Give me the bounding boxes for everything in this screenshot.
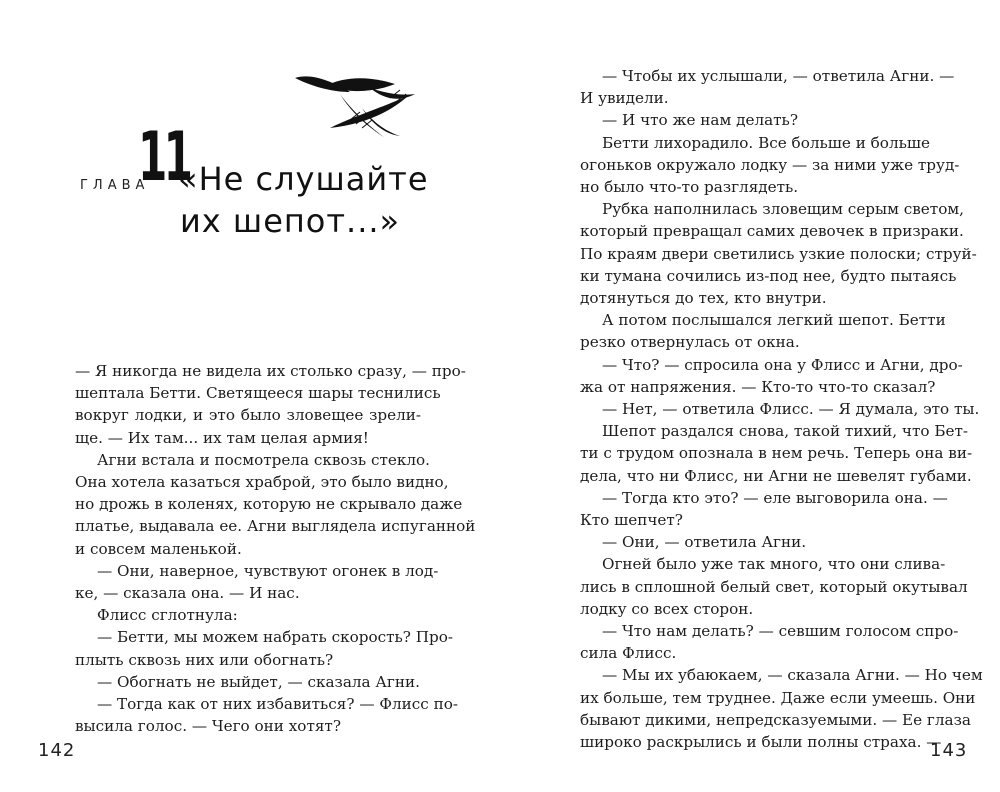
- text-line: Кто шепчет?: [580, 511, 683, 530]
- text-line: Агни встала и посмотрела сквозь стекло.: [97, 450, 430, 469]
- text-line: — Что? — спросила она у Флисс и Агни, дро-: [602, 355, 963, 374]
- text-line: Огней было уже так много, что они слива-: [602, 555, 946, 574]
- text-line: но дрожь в коленях, которую не скрывало даже: [75, 495, 463, 514]
- text-line: дотянуться до тех, кто внутри.: [580, 289, 827, 308]
- text-line: их больше, тем труднее. Даже если умеешь. Они: [580, 688, 976, 707]
- text-line: А потом послышался легкий шепот. Бетти: [602, 311, 946, 330]
- text-line: ке, — сказала она. — И нас.: [75, 584, 300, 603]
- text-line: жа от напряжения. — Кто-то что-то сказал?: [580, 377, 936, 396]
- text-line: Она хотела казаться храброй, это было видно,: [75, 473, 449, 492]
- text-line: ки тумана сочились из-под нее, будто пытаясь: [580, 266, 957, 285]
- text-line: резко отвернулась от окна.: [580, 333, 800, 352]
- text-line: — Они, — ответила Агни.: [602, 533, 807, 552]
- text-line: — Мы их убаюкаем, — сказала Агни. — Но чем: [602, 666, 983, 685]
- text-line: платье, выдавала ее. Агни выглядела испуганной: [75, 517, 476, 536]
- text-line: Бетти лихорадило. Все больше и больше: [602, 133, 930, 152]
- text-line: бывают дикими, непредсказуемыми. — Ее глаза: [580, 710, 971, 729]
- text-line: огоньков окружало лодку — за ними уже труд-: [580, 155, 960, 174]
- text-line: И увидели.: [580, 89, 669, 108]
- chapter-title-line-1: «Не слушайте: [178, 160, 429, 198]
- text-line: — Тогда как от них избавиться? — Флисс по-: [97, 695, 458, 714]
- text-line: высила голос. — Чего они хотят?: [75, 717, 341, 736]
- text-line: но было что-то разглядеть.: [580, 178, 799, 197]
- chapter-label: ГЛАВА: [80, 178, 150, 193]
- chapter-title-line-2: их шепот...»: [180, 202, 401, 240]
- text-line: ще. — Их там... их там целая армия!: [75, 428, 369, 447]
- text-line: лись в сплошной белый свет, который окутывал: [580, 577, 968, 596]
- text-line: — Бетти, мы можем набрать скорость? Про-: [97, 628, 454, 647]
- text-line: — Нет, — ответила Флисс. — Я думала, это ты.: [602, 400, 980, 419]
- text-line: Рубка наполнилась зловещим серым светом,: [602, 200, 964, 219]
- text-line: дела, что ни Флисс, ни Агни не шевелят губами.: [580, 466, 972, 485]
- left-body-text: [75, 360, 476, 737]
- text-line: широко раскрылись и были полны страха. —: [580, 733, 942, 752]
- text-line: — Что нам делать? — севшим голосом спро-: [602, 622, 959, 641]
- feathers-icon: [290, 68, 420, 148]
- text-line: Шепот раздался снова, такой тихий, что Бет-: [602, 422, 969, 441]
- text-line: — Я никогда не видела их столько сразу, — про-: [75, 362, 466, 380]
- text-line: который превращал самих девочек в призраки.: [580, 222, 964, 241]
- page-number: 142: [38, 740, 76, 761]
- right-page: [500, 0, 1000, 792]
- text-line: — И что же нам делать?: [602, 111, 798, 130]
- text-line: сила Флисс.: [580, 644, 677, 663]
- text-line: и совсем маленькой.: [75, 539, 242, 558]
- text-line: вокруг лодки, и это было зловещее зрели-: [75, 406, 421, 425]
- chapter-title: [178, 158, 438, 242]
- text-line: — Тогда кто это? — еле выговорила она. —: [602, 488, 948, 507]
- text-line: По краям двери светились узкие полоски; струй-: [580, 244, 977, 263]
- text-line: лодку со всех сторон.: [580, 599, 754, 618]
- page-number: 143: [930, 740, 968, 761]
- text-line: Флисс сглотнула:: [97, 606, 238, 625]
- text-line: — Чтобы их услышали, — ответила Агни. —: [602, 67, 955, 85]
- text-line: — Обогнать не выйдет, — сказала Агни.: [97, 672, 420, 691]
- text-line: шептала Бетти. Светящееся шары теснились: [75, 384, 441, 403]
- text-line: плыть сквозь них или обогнать?: [75, 650, 334, 669]
- chapter-number: 11: [138, 118, 190, 197]
- text-line: ти с трудом опознала в нем речь. Теперь она ви-: [580, 444, 973, 463]
- text-line: — Они, наверное, чувствуют огонек в лод-: [97, 561, 439, 580]
